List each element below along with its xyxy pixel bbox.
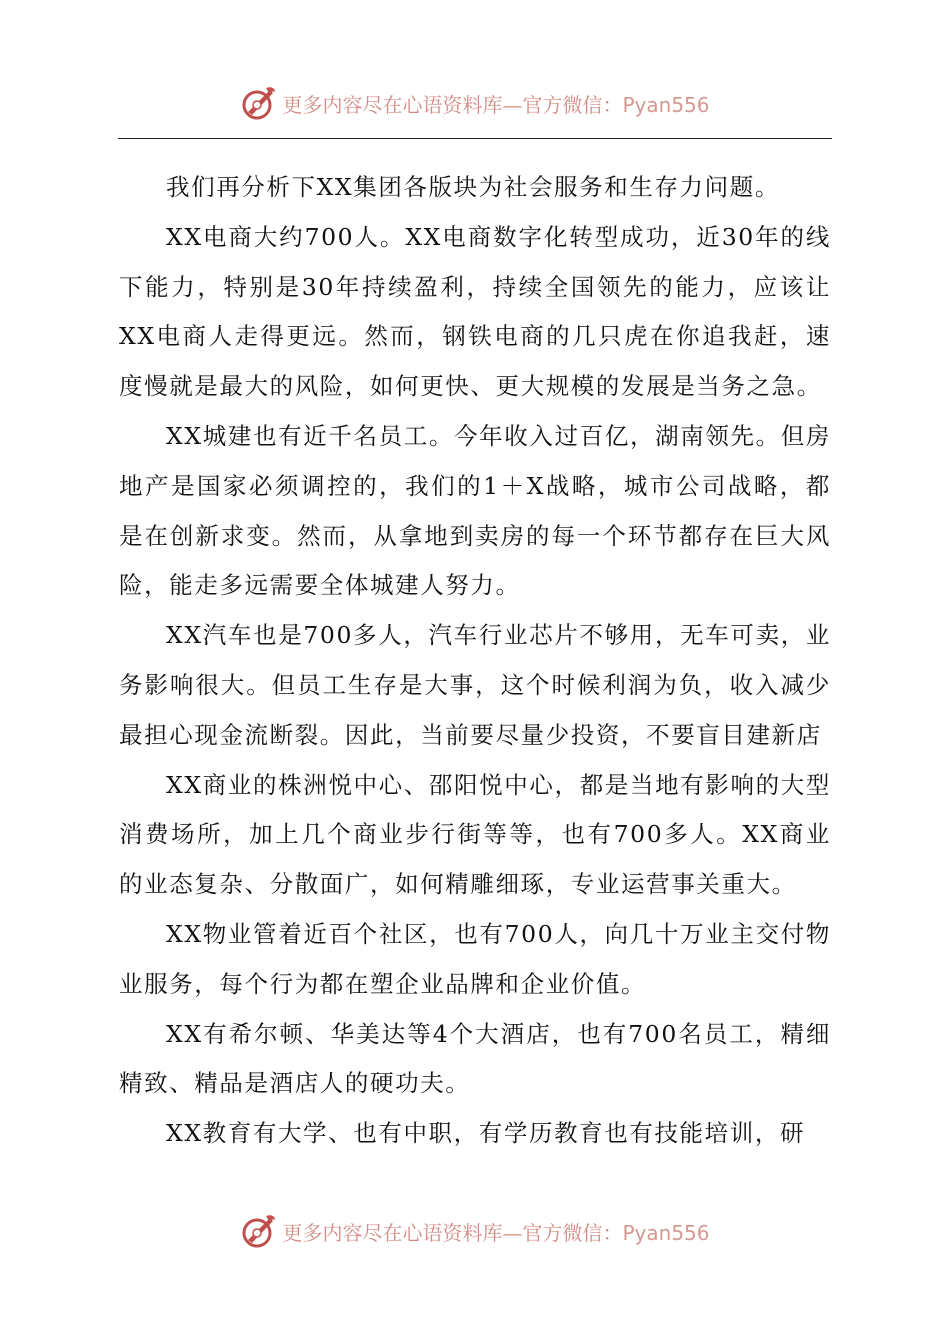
footer-banner — [0, 1206, 950, 1256]
header-banner-text: 更多内容尽在心语资料库—官方微信：Pyan556 — [282, 92, 710, 117]
paragraph: XX汽车也是700多人，汽车行业芯片不够用，无车可卖，业务影响很大。但员工生存是大事，这个时候利润为负，收入减少最担心现金流断裂。因此，当前要尽量少投资，不要盲目建新店 — [119, 621, 831, 749]
header-divider — [118, 138, 832, 139]
quill-logo-icon — [240, 84, 278, 122]
header-wechat-id: Pyan556 — [622, 92, 710, 117]
footer-banner-text: 更多内容尽在心语资料库—官方微信：Pyan556 — [282, 1220, 710, 1245]
quill-logo-icon — [240, 1212, 278, 1250]
paragraph: XX教育有大学、也有中职，有学历教育也有技能培训，研 — [166, 1119, 806, 1148]
document-body — [119, 163, 831, 1159]
paragraph: XX商业的株洲悦中心、邵阳悦中心，都是当地有影响的大型消费场所，加上几个商业步行街等等，也有700多人。XX商业的业态复杂、分散面广，如何精雕细琢，专业运营事关重大。 — [119, 770, 831, 899]
paragraph: 我们再分析下XX集团各版块为社会服务和生存力问题。 — [166, 173, 780, 201]
footer-wechat-id: Pyan556 — [622, 1220, 710, 1245]
paragraph: XX有希尔顿、华美达等4个大酒店，也有700名员工，精细精致、精品是酒店人的硬功夫。 — [119, 1019, 831, 1098]
header-banner — [0, 78, 950, 128]
paragraph: XX城建也有近千名员工。今年收入过百亿，湖南领先。但房地产是国家必须调控的，我们的1＋X战略，城市公司战略，都是在创新求变。然而，从拿地到卖房的每一个环节都存在巨大风险，能走多远需要全体城建人努力。 — [119, 421, 831, 600]
paragraph: XX物业管着近百个社区，也有700人，向几十万业主交付物业服务，每个行为都在塑企业品牌和企业价值。 — [119, 919, 831, 998]
paragraph: XX电商大约700人。XX电商数字化转型成功，近30年的线下能力，特别是30年持续盈利，持续全国领先的能力，应该让XX电商人走得更远。然而，钢铁电商的几只虎在你追我赶，速度慢就是最大的风险，如何更快、更大规模的发展是当务之急。 — [119, 222, 831, 401]
